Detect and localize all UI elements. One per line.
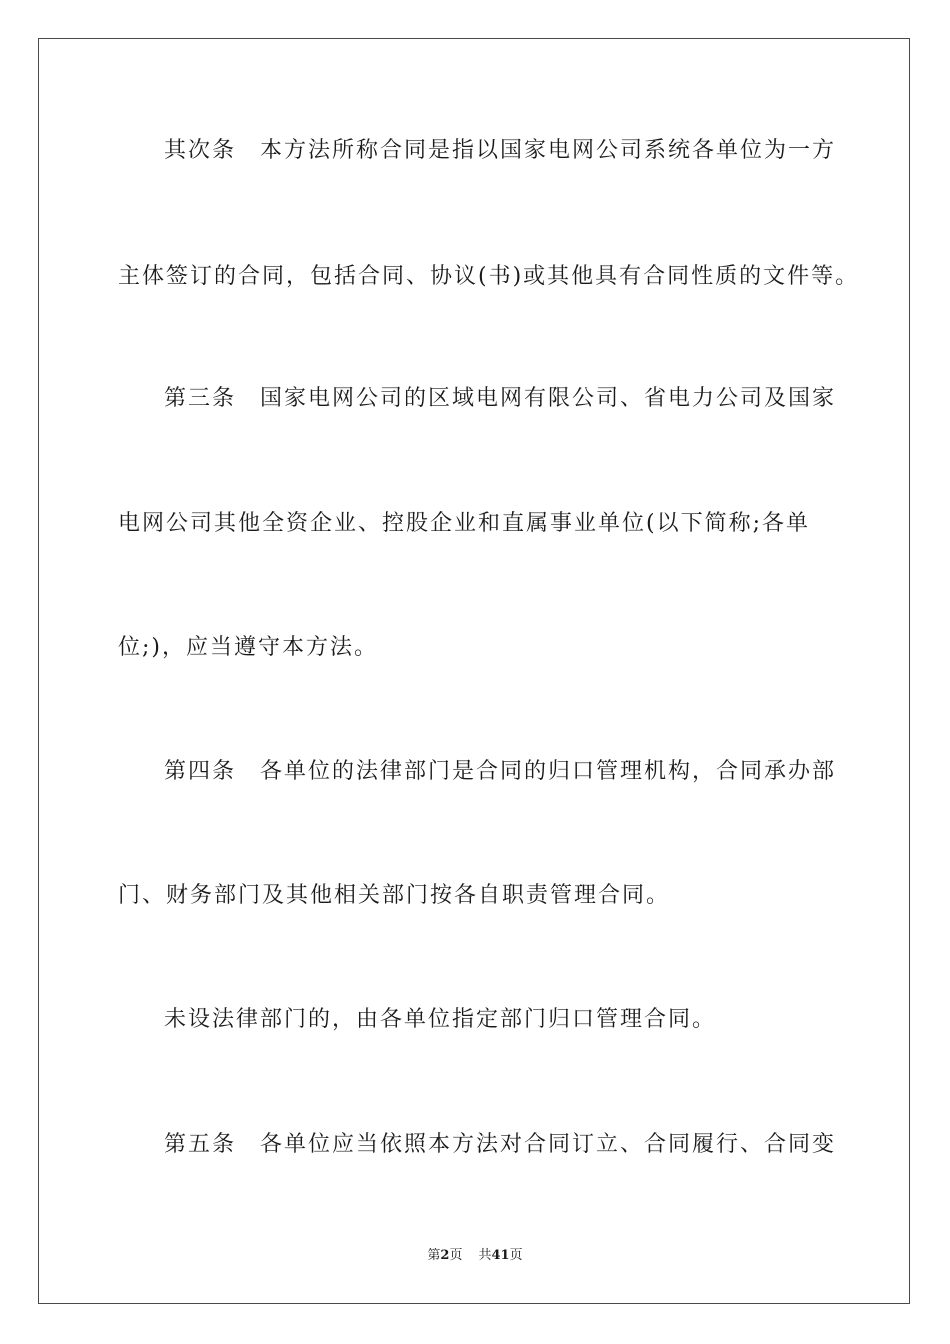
paragraph-line: 主体签订的合同，包括合同、协议(书)或其他具有合同性质的文件等。 <box>118 264 860 289</box>
page-footer <box>0 1247 950 1265</box>
page-prefix: 第 <box>427 1248 441 1263</box>
total-suffix: 页 <box>509 1248 523 1263</box>
paragraph-line: 第四条 各单位的法律部门是合同的归口管理机构，合同承办部 <box>164 759 837 784</box>
paragraph-line: 其次条 本方法所称合同是指以国家电网公司系统各单位为一方 <box>164 138 837 163</box>
paragraph-line: 电网公司其他全资企业、控股企业和直属事业单位(以下简称;各单 <box>118 511 810 536</box>
paragraph-line: 第三条 国家电网公司的区域电网有限公司、省电力公司及国家 <box>164 386 837 411</box>
total-prefix: 共 <box>478 1248 492 1263</box>
page-number: 2 <box>440 1248 450 1263</box>
paragraph-line: 门、财务部门及其他相关部门按各自职责管理合同。 <box>118 883 671 908</box>
paragraph-line: 第五条 各单位应当依照本方法对合同订立、合同履行、合同变 <box>164 1132 837 1157</box>
page-frame <box>38 38 910 1304</box>
paragraph-line: 未设法律部门的，由各单位指定部门归口管理合同。 <box>164 1007 717 1032</box>
paragraph-line: 位;)，应当遵守本方法。 <box>118 635 378 660</box>
page-suffix: 页 <box>449 1248 463 1263</box>
total-pages: 41 <box>491 1248 510 1263</box>
